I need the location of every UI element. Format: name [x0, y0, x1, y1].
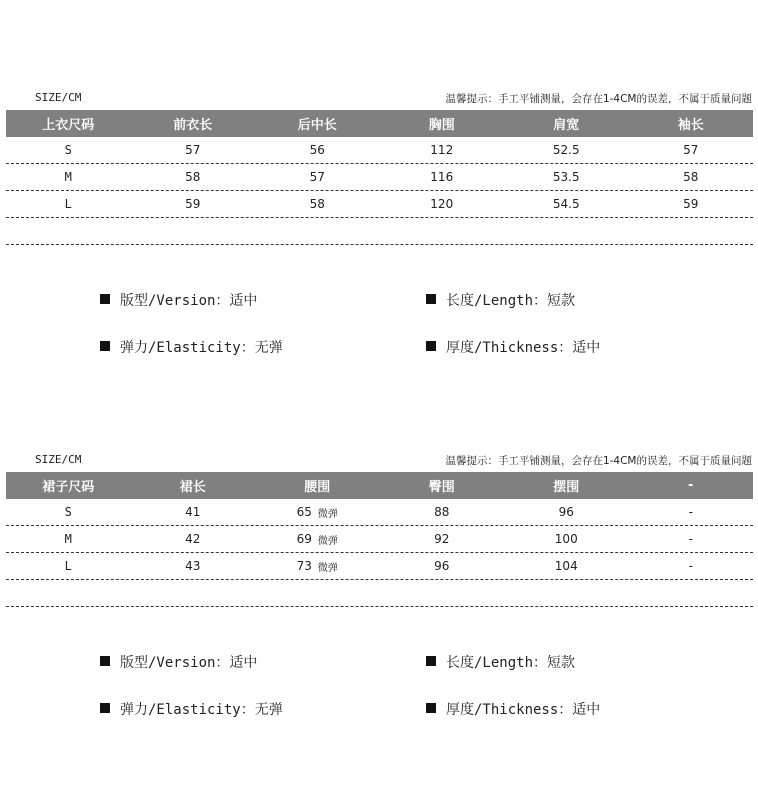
table-cell: 58 — [309, 197, 325, 211]
table-cell — [255, 559, 380, 574]
top-features — [0, 290, 758, 400]
table-cell: 116 — [430, 170, 454, 184]
feature-text: 长度/Length：短款 — [446, 293, 576, 309]
table-cell: 104 — [554, 559, 578, 573]
size-unit-label: SIZE/CM — [35, 91, 82, 104]
feature-version — [100, 652, 257, 672]
size-cell: M — [64, 170, 72, 184]
table-cell: 57 — [185, 143, 201, 157]
table-row — [6, 191, 753, 218]
table-cell: 112 — [430, 143, 454, 157]
measurement-notice: 温馨提示：手工平铺测量，会存在1-4CM的误差，不属于质量问题 — [445, 93, 752, 105]
feature-thickness — [426, 699, 600, 719]
header-cell: - — [688, 478, 694, 493]
header-cell: 袖长 — [677, 118, 704, 133]
feature-length — [426, 652, 575, 672]
feature-text: 厚度/Thickness：适中 — [446, 702, 601, 718]
size-unit-label: SIZE/CM — [35, 453, 82, 466]
table-row-empty — [6, 580, 753, 607]
skirt-meta-row — [0, 450, 758, 472]
waist-note: 微弹 — [317, 508, 338, 520]
table-row — [6, 164, 753, 191]
feature-thickness — [426, 337, 600, 357]
feature-text: 长度/Length：短款 — [446, 655, 576, 671]
table-cell: - — [688, 559, 693, 573]
table-row — [6, 526, 753, 553]
table-cell: 92 — [434, 532, 450, 546]
table-cell: 59 — [185, 197, 201, 211]
skirt-size-section — [0, 450, 758, 762]
table-row — [6, 499, 753, 526]
header-cell: 肩宽 — [553, 118, 580, 133]
table-cell — [255, 532, 380, 547]
skirt-features — [0, 652, 758, 762]
table-header — [6, 110, 753, 137]
bullet-square-icon — [100, 703, 110, 713]
table-cell: 56 — [309, 143, 325, 157]
waist-value: 69 — [296, 531, 312, 546]
size-cell: M — [64, 532, 72, 546]
size-cell: L — [64, 559, 72, 573]
feature-length — [426, 290, 575, 310]
measurement-notice: 温馨提示：手工平铺测量，会存在1-4CM的误差，不属于质量问题 — [445, 455, 752, 467]
table-cell: 42 — [185, 532, 201, 546]
header-cell: 胸围 — [428, 118, 455, 133]
table-cell: - — [688, 505, 693, 519]
table-cell: 100 — [554, 532, 578, 546]
feature-text: 弹力/Elasticity：无弹 — [120, 702, 283, 718]
header-cell: 腰围 — [304, 480, 331, 495]
header-cell: 裙子尺码 — [42, 480, 95, 495]
table-cell: 96 — [558, 505, 574, 519]
waist-value: 65 — [296, 504, 312, 519]
table-cell: 58 — [683, 170, 699, 184]
table-cell: 58 — [185, 170, 201, 184]
bullet-square-icon — [100, 656, 110, 666]
feature-text: 版型/Version：适中 — [120, 655, 258, 671]
table-cell: 57 — [683, 143, 699, 157]
waist-value: 73 — [296, 558, 312, 573]
bullet-square-icon — [426, 294, 436, 304]
feature-text: 厚度/Thickness：适中 — [446, 340, 601, 356]
bullet-square-icon — [426, 656, 436, 666]
header-cell: 前衣长 — [173, 118, 213, 133]
table-cell: 54.5 — [552, 197, 580, 211]
table-cell: 43 — [185, 559, 201, 573]
feature-version — [100, 290, 257, 310]
table-cell: 57 — [309, 170, 325, 184]
header-cell: 上衣尺码 — [42, 118, 95, 133]
size-cell: L — [64, 197, 72, 211]
table-row — [6, 553, 753, 580]
waist-note: 微弹 — [317, 535, 338, 547]
top-meta-row — [0, 88, 758, 110]
top-size-table — [6, 110, 753, 245]
size-cell: S — [64, 143, 72, 157]
header-cell: 摆围 — [553, 480, 580, 495]
table-cell: 120 — [430, 197, 454, 211]
bullet-square-icon — [100, 294, 110, 304]
header-cell: 臀围 — [428, 480, 455, 495]
table-cell: 96 — [434, 559, 450, 573]
bullet-square-icon — [426, 341, 436, 351]
feature-elasticity — [100, 337, 283, 357]
table-cell: 59 — [683, 197, 699, 211]
header-cell: 裙长 — [179, 480, 206, 495]
bullet-square-icon — [100, 341, 110, 351]
size-cell: S — [64, 505, 72, 519]
top-size-section — [0, 88, 758, 400]
skirt-size-table — [6, 472, 753, 607]
table-cell: 53.5 — [552, 170, 580, 184]
table-cell: 52.5 — [552, 143, 580, 157]
feature-text: 弹力/Elasticity：无弹 — [120, 340, 283, 356]
header-cell: 后中长 — [297, 118, 337, 133]
waist-note: 微弹 — [317, 562, 338, 574]
feature-elasticity — [100, 699, 283, 719]
table-row — [6, 137, 753, 164]
table-cell — [255, 505, 380, 520]
table-cell: - — [688, 532, 693, 546]
table-row-empty — [6, 218, 753, 245]
table-cell: 41 — [185, 505, 201, 519]
bullet-square-icon — [426, 703, 436, 713]
table-header — [6, 472, 753, 499]
table-cell: 88 — [434, 505, 450, 519]
feature-text: 版型/Version：适中 — [120, 293, 258, 309]
